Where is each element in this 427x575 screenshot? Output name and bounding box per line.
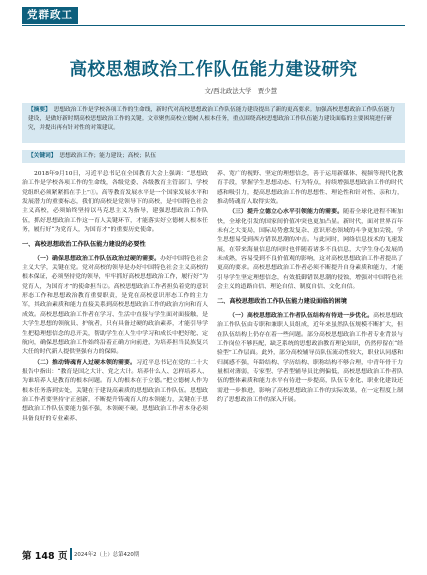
subheading: （二）推动铸魂育人过硬本领的需要。 xyxy=(34,358,137,366)
keywords-text: 思想政治工作；能力建设；高校；队伍 xyxy=(59,153,157,159)
abstract-label: 【摘要】 xyxy=(28,107,51,113)
section-heading: 二、高校思想政治工作队伍能力建设面临的困境 xyxy=(217,298,347,306)
paragraph-text: 习近平总书记在党的二十大报告中指出：“教育是国之大计、党之大计。培养什么人、怎样培养人、为谁培养人是教育的根本问题。育人的根本在于立德。”把立德树人作为根本任务落到实处，关键在于建设高素质的思想政治工作队伍。思想政治工作者要坚持守正创新，不断提升铸魂育人的本领能力，关键在于思想政治工作队伍要能力强不强，本领硬不硬。思想政治工作者本身必须具备良好的专业素养、 xyxy=(22,359,209,422)
section-heading: 一、高校思想政治工作队伍能力建设的必要性 xyxy=(22,241,146,249)
keywords-box xyxy=(22,150,405,163)
right-column xyxy=(217,170,403,405)
left-column xyxy=(22,170,208,424)
paragraph xyxy=(22,358,208,424)
footer-divider xyxy=(70,548,72,560)
paragraph-text: 随着全球化进程不断加快，全球化引发的国家间价值冲突也更加凸显。新时代，面对世界百年未有之大变局，国际局势愈发复杂、意识形态领域的斗争更加尖锐，学生思想易受到西方错误思潮的冲击。与此同时，网络信息技术的飞速发展，在带来海量信息的同时也伴随着诸多不良信息，大学生身心发展尚未成熟，容易受到不良价值观的影响，这对高校思想政治工作者提出了更高的要求。高校思想政治工作者必须不断提升自身素质和能力，才能引导学生坚定理想信念，有效抵御错误思潮的侵蚀，增强对中国特色社会主义的道路自信、理论自信、制度自信、文化自信。 xyxy=(217,209,404,291)
subheading: （一）高校思想政治工作者队伍结构有待进一步优化。 xyxy=(229,311,374,319)
section-tag: 党群政工 xyxy=(22,7,78,24)
paragraph xyxy=(217,311,403,405)
page-footer xyxy=(0,548,427,560)
paragraph xyxy=(22,254,208,358)
subheading: （一）确保思想政治工作队伍政治过硬的需要。 xyxy=(34,254,161,262)
issue-info: 2024年2（上）总第420期 xyxy=(74,552,140,558)
subheading: （三）提升立德立心水平引领能力的需要。 xyxy=(229,208,344,216)
page-number: 第 148 页 xyxy=(22,551,68,562)
article-title: 高校思想政治工作队伍能力建设研究 xyxy=(69,60,358,80)
header-divider xyxy=(22,25,405,26)
paragraph: 2018年9月10日，习近平总书记在全国教育大会上强调：“思想政治工作是学校各项工作的生命线，各级党委、各级教育主管部门、学校党组织必须紧紧抓在手上”①。高等教育发展水平是一个国家发展水平和发展潜力的重要标志，我们的高校是党领导下的高校，是中国特色社会主义高校，必须始终坚持以马克思主义为指导，建强思想政治工作队伍，抓好思想政治工作这一育人关键环节，才能落实好立德树人根本任务，履行好“为党育人，为国育才”的重要历史使命。 xyxy=(22,171,208,234)
paragraph xyxy=(217,207,403,292)
keywords-label: 【关键词】 xyxy=(28,153,57,159)
abstract-text: 思想政治工作是学校各项工作的生命线，新时代对高校思想政治工作队伍能力建设提出了新的更高要求。加强高校思想政治工作队伍能力建设，是做好新时期高校思想政治工作的关键。文章聚焦高校立德树人根本任务，重点围绕高校思想政治工作队伍能力建设面临的主要困境进行研究，并提出再有针对性的对策建议。 xyxy=(28,107,395,132)
abstract-box xyxy=(22,103,405,143)
paragraph: 养、宽广的视野、坚定的理想信念，善于运用新媒体、视频等现代化教育手段，掌握学生思想动态、行为特点，持续增强思想政治工作的时代感和吸引力，提高思想政治工作的思想性、理论性和针对性、亲和力，推动铸魂育人取得实效。 xyxy=(217,171,403,206)
paragraph-text: 高校思想政治工作队伍由专职和兼职人员组成，近年来虽然队伍规模不断扩大，但在队伍结构上仍存在着一些问题。部分高校思想政治工作者专业背景与工作岗位不够匹配，缺乏系统的思想政治教育理论知识，仍然停留在“经验型”工作层面。此外，部分高校辅导员队伍流动性较大，职业认同感和归属感不强，年龄结构、学历结构、职称结构不够合理，中青年骨干力量相对薄弱，专家型、学者型辅导员比例偏低，高校思想政治工作者队伍的整体素质和能力水平有待进一步提高，队伍专业化、职业化建设还需进一步推进，影响了高校思想政治工作的实际效果，在一定程度上制约了思想政治工作的深入开展。 xyxy=(217,312,403,403)
paragraph-text: 办好中国特色社会主义大学，关键在党。党对高校的领导是办好中国特色社会主义高校的根本保证，必须坚持党的领导，牢牢抓好高校思想政治工作，履行好“为党育人，为国育才”的使命担当②。高校思想政治工作者担负着党的意识形态工作和思想政治教育重要职责，是党在高校意识形态工作的主力军，其政治素质和能力直接关系到高校思想政治工作的政治方向和育人成效。高校思想政治工作者在学习、生活中直接与学生面对面接触，是大学生思想的领航员、护航者，只有具备过硬的政治素养，才能引导学生把稳理想信念的总开关，帮助学生在人生中学习和成长中把好舵、定航向，确保思想政治工作始终沿着正确方向前进，为培养担当民族复兴大任的时代新人提供坚强有力的保障。 xyxy=(22,255,209,356)
author-line: 文/西北政法大学 贾少慧 xyxy=(204,87,277,95)
